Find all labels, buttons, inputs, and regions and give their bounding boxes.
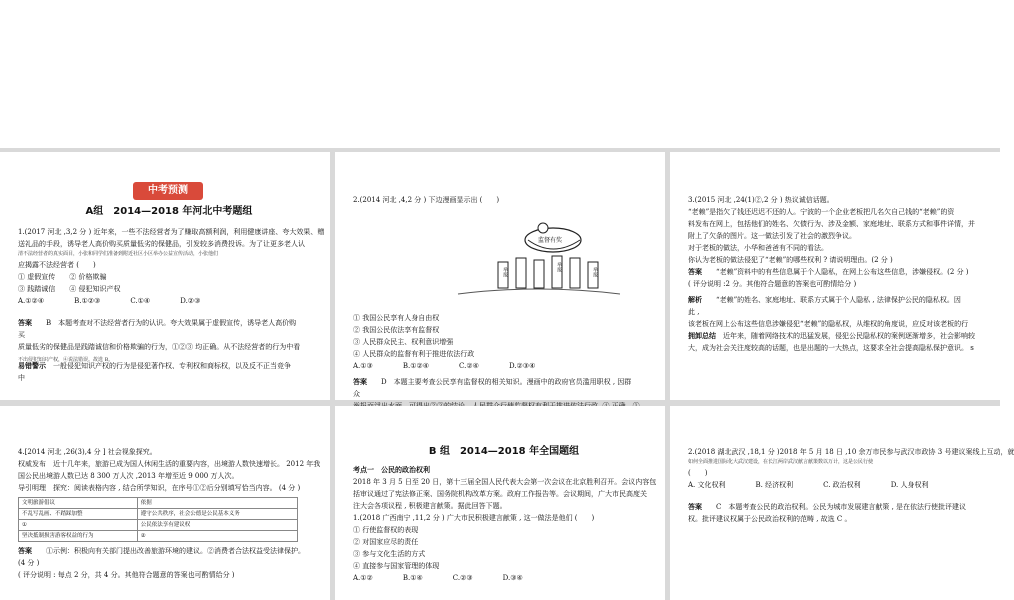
question-text: 送礼品的手段，诱导老人高价购买质量低劣的保健品，引发较多消费投诉。为了让更多老人认 (18, 240, 305, 248)
answer-text: C 本题考查公民的政治权利。公民为城市发展建言献策 , 是在依法行使批评建议 (716, 503, 967, 511)
question-text-small: 如何全面推进国际化大武汉建设，在长江两岸武汉献言献策数以万计，这是公民行使 (688, 459, 874, 465)
question-text: 4.[2014 河北 ,26(3),4 分 ] 社会视象探究。 (18, 448, 157, 456)
analysis-label: 解析 (688, 296, 702, 304)
option-line: ④ 人民群众的监督有利于推进依法行政 (353, 350, 475, 358)
answer-text: D 本题主要考查公民享有监督权的相关知识。漫画中的政府官员滥用职权 , 因群 (381, 378, 632, 386)
question-text: 2.(2018 湖北武汉 ,18,1 分 )2018 年 5 月 18 日 ,10 余万市民参与武汉市政协 3 号建议案线上互动，就 (688, 448, 1014, 456)
choice-row (353, 572, 655, 584)
choice: A.①② (353, 574, 373, 582)
question-text: 3.(2015 河北 ,24(1)②,2 分 ) 热议诚信话题。 (688, 196, 834, 204)
question-text: 你认为老板的做法侵犯了“老赖”的哪些权利 ? 请说明理由。(2 分 ) (688, 256, 893, 264)
choice: A.①③ (353, 362, 373, 370)
page-2 (335, 152, 665, 400)
option-line: ④ 直接参与国家管理的体现 (353, 562, 440, 570)
section-badge: 中考预测 (133, 182, 203, 200)
choice: D.②③ (180, 297, 201, 305)
cartoon-image (448, 210, 628, 306)
material-text: 权威发布 近十几年来，旅游已成为国人休闲生活的重要内容，出境游人数快速增长。 2012 年我 (18, 460, 321, 468)
material-text: 2018 年 3 月 5 日至 20 日，第十三届全国人民代表大会第一次会议在北京胜利召开。会议内容包 (353, 478, 657, 486)
choice: B. 经济权利 (755, 481, 794, 489)
question-text-small: 清不法经营者的真实面目，小张和同学们准备到附近社区小区举办公益宣传活动，小张他们 (18, 251, 219, 257)
answer-text: B 本题考查对不法经营者行为的认识。夸大效果属于虚假宣传，诱导老人高价购 (46, 319, 297, 327)
choice-row (688, 479, 990, 491)
table-cell: 遵守公共秩序，社会公德是公民基本义务 (137, 509, 297, 520)
choice: B.①②③ (74, 297, 101, 305)
page-4 (0, 406, 330, 600)
question-text: ( ) (688, 469, 708, 477)
explanation: 不出侵犯知识产权，④说法错误。故选 B。 (18, 357, 114, 363)
page-3 (670, 152, 1000, 400)
answer-text: (4 分 ) (18, 559, 40, 567)
summary-line (688, 330, 990, 342)
option-line: ① 我国公民享有人身自由权 (353, 314, 440, 322)
answer-line (688, 501, 990, 513)
answer-label: 答案 (353, 378, 367, 386)
table-cell: ② (137, 531, 297, 542)
page-1 (0, 152, 330, 400)
data-table (18, 497, 298, 542)
summary-label: 拥卸总结 (688, 332, 716, 340)
table-cell: 坚决抵制损害游客权益的行为 (19, 531, 138, 542)
answer-line (18, 545, 320, 557)
choice: D. 人身权利 (890, 481, 929, 489)
question-text: 应揭露不法经营者 ( ) (18, 261, 96, 269)
option-line: ① 行使监督权的表现 (353, 526, 419, 534)
choice: C.①④ (130, 297, 151, 305)
material-text: 国公民出境游人数已达 8 300 万人次 ,2013 年增至近 9 000 万人次。 (18, 472, 239, 480)
group-title: B 组 2014—2018 年全国题组 (428, 446, 580, 457)
answer-line (353, 376, 655, 388)
summary-text: 大，成为社会关注度较高的话题，也是出题的一大热点，这要求全社会提高隐私保护意识。 s (688, 344, 974, 352)
option-line: ③ 践踏诚信 ④ 侵犯知识产权 (18, 285, 121, 293)
answer-text: ①示例：积极向有关部门提出改善旅游环境的建议。②消费者合法权益受法律保护。 (46, 547, 305, 555)
choice-row (18, 295, 320, 307)
table-row (19, 498, 298, 509)
option-line: ① 虚假宣传 ② 价格欺骗 (18, 273, 107, 281)
cartoon-boat-label: 监督有奖 (538, 237, 563, 244)
question-text: 导引明理 探究：阅读表格内容 , 结合所学知识，在序号①②后分别填写恰当内容。 (4 分 ) (18, 484, 301, 492)
material-text: 括审议通过了宪法修正案、国务院机构改革方案。政府工作报告等。会议期间，广大市民高度关 (353, 490, 647, 498)
choice: D.③④ (502, 574, 523, 582)
material-text: 注大会各项议程 , 积极建言献策。据此回答下题。 (353, 502, 507, 510)
scoring-note: ( 评分说明 : 每点 2 分，共 4 分。其他符合题意的答案也可酌情给分 ) (18, 571, 235, 579)
cartoon-drawing (448, 210, 628, 306)
answer-label: 答案 (18, 319, 32, 327)
tip-label: 易错警示 (18, 362, 46, 370)
choice-row (353, 360, 655, 372)
question-text: 1.(2017 河北 ,3,2 分 ) 近年来，一些不法经营者为了赚取高额利润，利用健康讲座、夸大效果、赠 (18, 228, 325, 236)
answer-label: 答案 (688, 268, 702, 276)
table-cell: 依据 (137, 498, 297, 509)
material-text: 附上了欠条的图片。这一做法引发了社会的激烈争议。 (688, 232, 856, 240)
summary-text: 近年来，随着网络技术的迅猛发展，侵犯公民隐私权的案例逐渐增多，社会影响较 (723, 332, 975, 340)
choice: C. 政治权利 (823, 481, 861, 489)
option-line: ③ 参与文化生活的方式 (353, 550, 426, 558)
tip-line (18, 360, 320, 372)
option-line: ② 我国公民依法享有监督权 (353, 326, 440, 334)
explanation: 中 (18, 374, 25, 382)
material-text: “老赖”是指欠了钱还迟迟不还的人。宁波的一个企业老板把几名欠自己钱的“老赖”的资 (688, 208, 955, 216)
answer-label: 答案 (688, 503, 702, 511)
analysis-text: “老赖”的姓名、家庭地址、联系方式属于个人隐私 , 法律保护公民的隐私权。因 (716, 296, 961, 304)
cartoon-sign-label: 举报 (502, 267, 508, 277)
choice: C.②④ (459, 362, 479, 370)
table-cell: 不乱写乱画、不踏踩加整 (19, 509, 138, 520)
knowledge-point: 考点一 公民的政治权利 (353, 466, 430, 474)
table-row (19, 531, 298, 542)
choice: D.②③④ (508, 362, 536, 370)
material-text: 对于老板的做法，小华和爸爸有不同的看法。 (688, 244, 828, 252)
choice: A. 文化权利 (688, 481, 726, 489)
analysis-text: 该老板在网上公布这些信息涉嫌侵犯“老赖”的隐私权，从维权的角度说，应反对该老板的行 (688, 320, 969, 328)
cartoon-sign-label: 举报 (556, 262, 562, 272)
choice: B.①②④ (402, 362, 430, 370)
explanation: 买 (18, 331, 25, 339)
explanation: 质量低劣的保健品是践踏诚信和价格欺骗的行为，①②③ 均正确。从不法经营者的行为中看 (18, 343, 301, 351)
table-cell: 文明旅游倡议 (19, 498, 138, 509)
explanation: 众 (353, 390, 360, 398)
choice: C.②③ (452, 574, 473, 582)
answer-text: “老赖”资料中的有些信息属于个人隐私，在网上公布这些信息，涉嫌侵权。(2 分 ) (716, 268, 969, 276)
table-row (19, 520, 298, 531)
option-line: ③ 人民群众民主、权利意识增强 (353, 338, 454, 346)
answer-line (18, 317, 320, 329)
answer-label: 答案 (18, 547, 32, 555)
page-6 (670, 406, 1014, 600)
material-text: 料发布在网上，包括他们的姓名、欠债行为、涉及金额、家庭地址、联系方式和事件详情，并 (688, 220, 975, 228)
group-title: A组 2014—2018 年河北中考题组 (85, 206, 253, 217)
choice: B.①④ (402, 574, 423, 582)
page-5 (335, 406, 665, 600)
table-cell: 公民依法享有建议权 (137, 520, 297, 531)
table-row (19, 509, 298, 520)
scoring-note: ( 评分说明 :2 分。其他符合题意的答案也可酌情给分 ) (688, 280, 857, 288)
cartoon-sign-label: 举报 (592, 267, 598, 277)
question-text: 1.(2018 广西南宁 ,11,2 分 ) 广大市民积极建言献策 , 这一做法是他们 ( ) (353, 514, 595, 522)
explanation: 权。批评建议权属于公民政治权利的范畴 , 故选 C 。 (688, 515, 852, 523)
question-text: 2.(2014 河北 ,4,2 分 ) 下边漫画显示出 ( ) (353, 196, 500, 204)
answer-line (688, 266, 990, 278)
table-cell: ① (19, 520, 138, 531)
option-line: ② 对国家应尽的责任 (353, 538, 419, 546)
tip-text: 一般侵犯知识产权的行为是侵犯著作权、专利权和商标权，以及反不正当竞争 (53, 362, 291, 370)
analysis-text: 此 , (688, 308, 700, 316)
choice: A.①②④ (18, 297, 45, 305)
analysis-line (688, 294, 990, 306)
